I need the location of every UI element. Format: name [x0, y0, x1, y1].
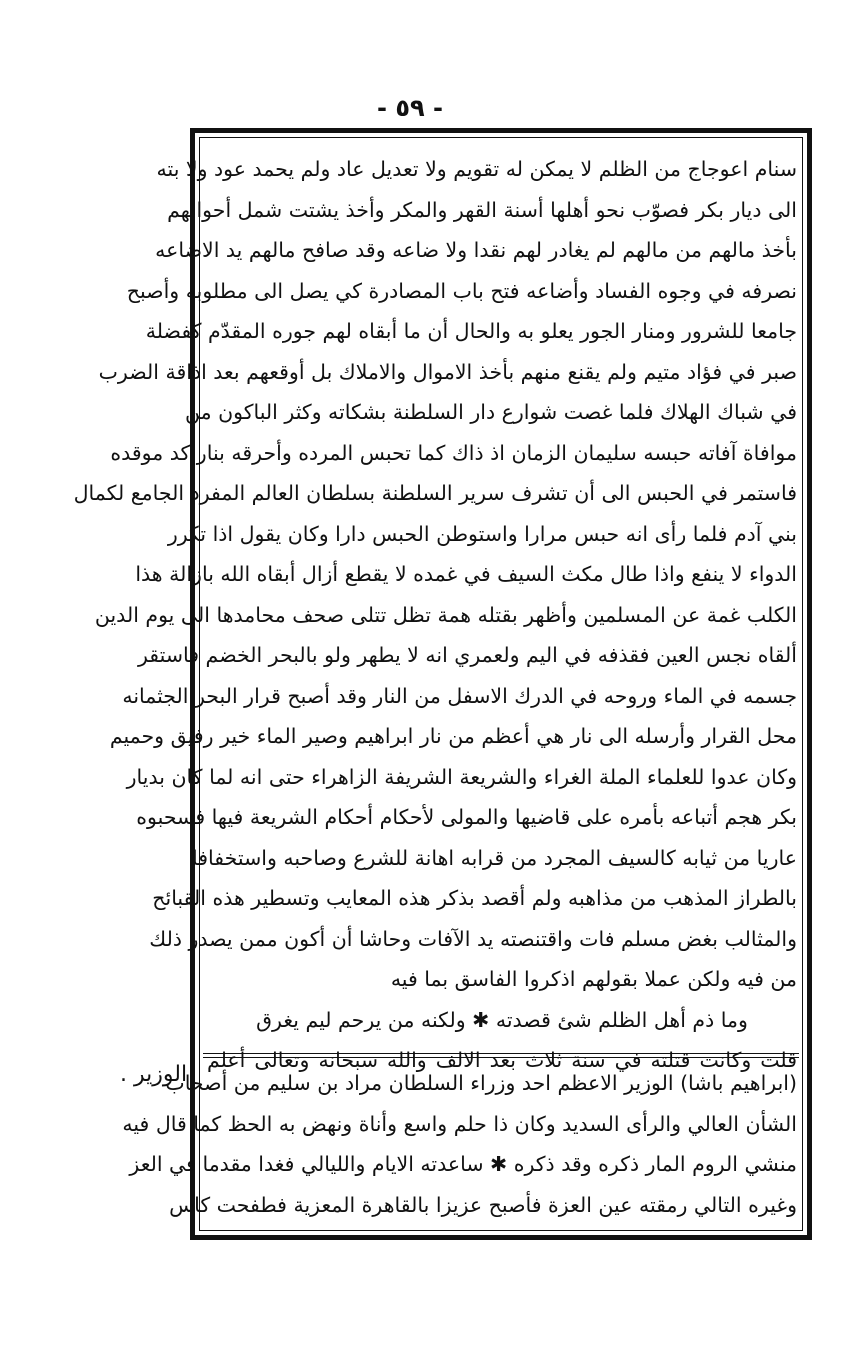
- closing-line: قلت وكانت قتلته في سنة ثلاث بعد الالف والله سبحانه وتعالى أعلم: [207, 1048, 797, 1072]
- text-line: الكلب غمة عن المسلمين وأظهر بقتله همة تظل تتلى صحف محامدها الى يوم الدين: [94, 602, 797, 627]
- text-line: وكان عدوا للعلماء الملة الغراء والشريعة الشريفة الزاهراء حتى انه لما كان بديار: [126, 764, 797, 789]
- text-line: ألقاه نجس العين فقذفه في اليم ولعمري انه لا يطهر ولو بالبحر الخضم فاستقر: [137, 643, 797, 667]
- text-line: بالطراز المذهب من مذاهبه ولم أقصد بذكر هذه المعايب وتسطير هذه القبائح: [152, 886, 797, 910]
- poetry-verse: وما ذم أهل الظلم شئ قصدته ✱ ولكنه من يرحم ليم يغرق: [256, 1007, 748, 1032]
- margin-note: الوزير .: [120, 1062, 188, 1087]
- text-line: الى ديار بكر فصوّب نحو أهلها أسنة القهر والمكر وأخذ يشتت شمل أحوالهم: [167, 197, 797, 222]
- text-line: جسمه في الماء وروحه في الدرك الاسفل من النار وقد أصبح قرار البحر الجثمانه: [122, 683, 797, 708]
- text-line: جامعا للشرور ومنار الجور يعلو به والحال أن ما أبقاه لهم جوره المقدّم كفضلة: [145, 319, 797, 343]
- text-line: نصرفه في وجوه الفساد وأضاعه فتح باب المصادرة كي يصل الى مطلوبه وأصبح: [126, 278, 797, 303]
- biography-line: (ابراهيم باشا) الوزير الاعظم احد وزراء السلطان مراد بن سليم من أصحاب: [165, 1071, 797, 1095]
- text-line: صبر في فؤاد متيم ولم يقنع منهم بأخذ الاموال والاملاك بل أوقعهم بعد اذاقة الضرب: [98, 359, 797, 384]
- page-number: - ٥٩ -: [377, 94, 443, 122]
- text-line: بأخذ مالهم من مالهم لم يغادر لهم نقدا ولا ضاعه وقد صافح مالهم يد الاضاعه: [155, 238, 797, 262]
- text-line: عاريا من ثيابه كالسيف المجرد من قرابه اهانة للشرع وصاحبه واستخفافا: [192, 845, 797, 870]
- text-frame: [73, 128, 812, 1240]
- section-divider: [203, 1053, 799, 1058]
- biography-line: منشي الروم المار ذكره وقد ذكره ✱ ساعدته الايام والليالي فغدا مقدما في العز: [129, 1152, 797, 1176]
- text-line: بكر هجم أتباعه بأمره على قاضيها والمولى لأحكام أحكام الشريعة فيها فسحبوه: [136, 805, 797, 829]
- text-line: محل القرار وأرسله الى نار هي أعظم من نار ابراهيم وصير الماء خير رفيق وحميم: [109, 724, 797, 748]
- text-line-last: من فيه ولكن عملا بقولهم اذكروا الفاسق بما فيه: [390, 967, 797, 991]
- text-line: والمثالب بغض مسلم فات واقتنصته يد الآفات وحاشا أن أكون ممن يصدر ذلك: [149, 926, 797, 951]
- text-line: موافاة آفاته حبسه سليمان الزمان اذ ذاك كما تحبس المرده وأحرقه بنار كد موقده: [110, 440, 797, 465]
- text-line: في شباك الهلاك فلما غصت شوارع دار السلطنة بشكاته وكثر الباكون من: [184, 400, 797, 424]
- text-line: فاستمر في الحبس الى أن تشرف سرير السلطنة بسلطان العالم المفرد الجامع لكمال: [73, 481, 797, 505]
- text-line: الدواء لا ينفع واذا طال مكث السيف في غمده لا يقطع أزال أبقاه الله بازالة هذا: [135, 562, 797, 586]
- biography-line: الشأن العالي والرأى السديد وكان ذا حلم واسع وأناة ونهض به الحظ كما قال فيه: [122, 1111, 797, 1136]
- biography-line: وغيره التالي رمقته عين العزة فأصبح عزيزا بالقاهرة المعزية فطفحت كاس: [169, 1192, 797, 1217]
- text-line: سنام اعوجاج من الظلم لا يمكن له تقويم ولا تعديل عاد ولم يحمد عود ولا بته: [156, 157, 797, 181]
- text-line: بني آدم فلما رأى انه حبس مرارا واستوطن الحبس دارا وكان يقول اذا تكرر: [167, 521, 797, 546]
- biography-entry-block: [122, 1063, 797, 1225]
